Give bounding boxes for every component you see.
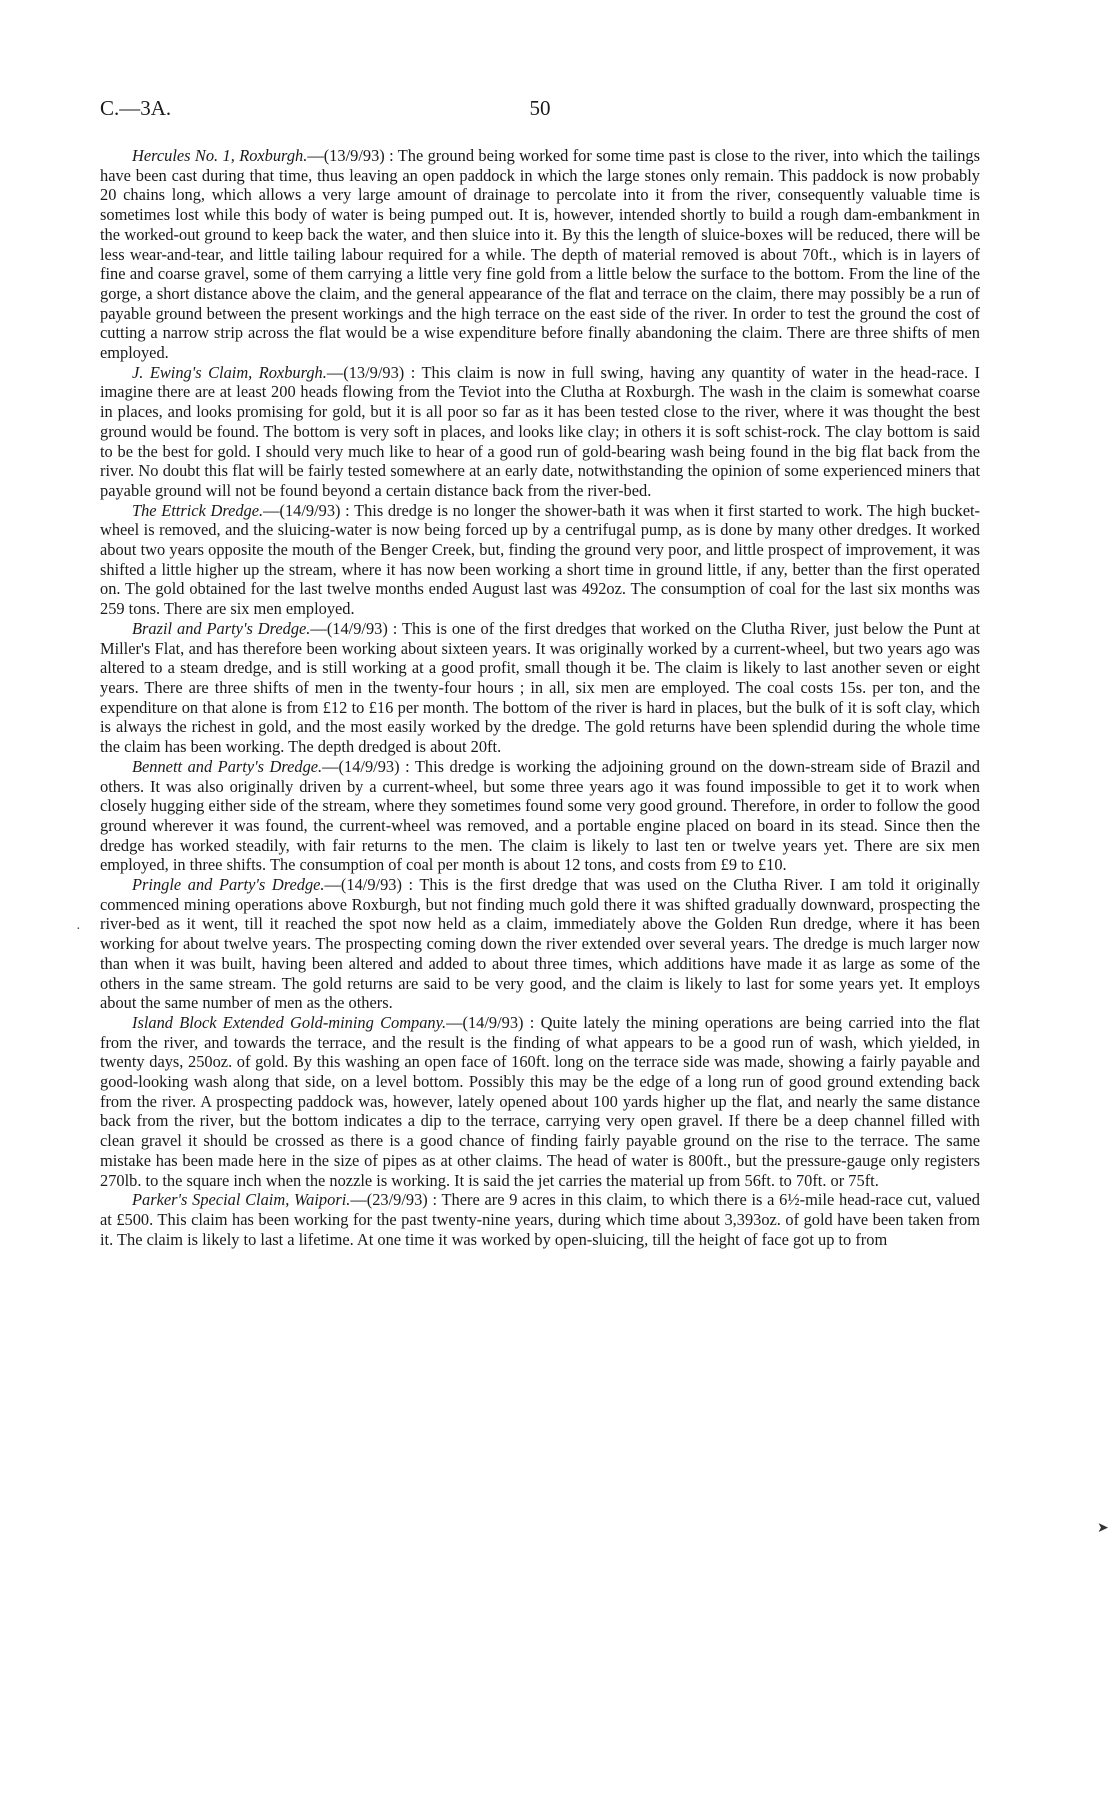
entry-text: This dredge is no longer the shower-bath it was when it first started to work. The high bucket-wheel is removed, and the sluicing-water is now being forced up by a centrifugal pump, as is done by many other dredges. It worked about two years opposite the mouth of the Benger Creek, but, finding the ground very poor, and little prospect of improvement, it was shifted a little higher up the stream, where it has now been working a short time in ground little, if any, better than the first operated on. The gold obtained for the last twelve months ended August last was 492oz. The consumption of coal for the last six months was 259 tons. There are six men employed. [100, 500, 980, 619]
entry-hercules [100, 146, 980, 363]
entry-date: —(13/9/93) : [326, 362, 416, 382]
entry-text: This is one of the first dredges that worked on the Clutha River, just below the Punt at Miller's Flat, and has therefore been working about sixteen years. It was originally worked by a current-wheel, but two years ago was altered to a steam dredge, and is still working at a good profit, small though it be. The claim is likely to last another seven or eight years. There are three shifts of men in the twenty-four hours ; in all, six men are employed. The coal costs 15s. per ton, and the expenditure on that alone is from £12 to £16 per month. The bottom of the river is hard in places, but the bulk of it is soft clay, which is always the richest in gold, and the most easily worked by the dredge. The gold returns have been splendid during the whole time the claim has been working. The depth dredged is about 20ft. [100, 618, 980, 757]
entry-ewing [100, 363, 980, 501]
entry-date: —(14/9/93) : [446, 1012, 535, 1032]
entry-title: Hercules No. 1, Roxburgh. [132, 146, 308, 165]
entry-island-block [100, 1013, 980, 1190]
entry-text: There are 9 acres in this claim, to which there is a 6½-mile head-race cut, valued at £500. This claim has been working for the past twenty-nine years, during which time about 3,393oz. of gold have been taken from it. The claim is likely to last a lifetime. At one time it was worked by open-sluicing, till the height of face got up to from [100, 1190, 980, 1249]
page-number: 50 [529, 96, 551, 120]
entry-date: —(14/9/93) : [324, 875, 414, 895]
entry-text: This is the first dredge that was used on the Clutha River. I am told it originally commenced mining operations above Roxburgh, but not finding much gold there it was shifted gradually downward, prospecting the river-bed as it went, till it reached the spot now held as a claim, immediately above the Golden Run dredge, where it has been working for about twelve years. The prospecting coming down the river extended over several years. The dredge is much larger now than when it was built, having been altered and added to about three times, which additions have made it as large as some of the others in the same stream. The gold returns are said to be very good, and the claim is likely to last for some years yet. It employs about the same number of men as the others. [100, 875, 980, 1013]
entry-title: Pringle and Party's Dredge. [132, 875, 325, 895]
entry-text: This claim is now in full swing, having any quantity of water in the head-race. I imagine there are at least 200 heads flowing from the Teviot into the Clutha at Roxburgh. The wash in the claim is somewhat coarse in places, and looks promising for gold, but it is all poor so far as it has been tested close to the river, where it was thought the best ground would be found. The bottom is very soft in places, and looks like clay; in others it is soft schist-rock. The clay bottom is said to be the best for gold. I should very much like to hear of a good run of gold-bearing wash being found in the big flat back from the river. No doubt this flat will be fairly tested somewhere at an early date, notwithstanding the opinion of some experienced miners that payable ground will not be found beyond a certain distance back from the river-bed. [100, 362, 980, 500]
entry-text: The ground being worked for some time past is close to the river, into which the tailings have been cast during that time, thus leaving an open paddock in which the large stones only remain. This paddock is now probably 20 chains long, which allows a very large amount of drainage to percolate into it from the river, consequently valuable time is sometimes lost while this body of water is being pumped out. It is, however, intended shortly to build a rough dam-embankment in the worked-out ground to keep back the water, and then sluice into it. By this the length of sluice-boxes will be reduced, there will be less wear-and-tear, and little tailing labour required for a while. The depth of material removed is about 70ft., which is in layers of fine and coarse gravel, some of them carrying a little very fine gold from a little below the surface to the bottom. From the line of the gorge, a short distance above the claim, and the general appearance of the flat and terrace on the claim, there may possibly be a run of payable ground between the present workings and the high terrace on the east side of the river. In order to test the ground the cost of cutting a narrow strip across the flat would be a wise expenditure before finally abandoning the claim. There are three shifts of men employed. [100, 146, 980, 363]
entry-ettrick [100, 501, 980, 619]
entry-bennett [100, 757, 980, 875]
entry-title: Brazil and Party's Dredge. [132, 618, 311, 638]
entry-text: Quite lately the mining operations are being carried into the flat from the river, and towards the terrace, and the result is the finding of what appears to be a good run of wash, which yielded, in twenty days, 250oz. of gold. By this washing an open face of 160ft. long on the terrace side was made, showing a fairly payable and good-looking wash along that side, on a level bottom. Possibly this may be the edge of a long run of good ground extending back from the river. A prospecting paddock was, however, lately opened about 100 yards higher up the flat, and nearly the same distance back from the river, but the bottom indicates a dip to the terrace, carrying very open gravel. If there be a deep channel filled with clean gravel it should be crossed as there is a good chance of finding fairly payable ground on the rise to the terrace. The same mistake has been made here in the size of pipes as at other claims. The head of water is 800ft., but the pressure-gauge only registers 270lb. to the square inch when the nozzle is working. It is said the jet carries the material up from 56ft. to 70ft. or 75ft. [100, 1012, 980, 1190]
entry-date: —(14/9/93) : [263, 500, 350, 520]
entry-title: Island Block Extended Gold-mining Company. [132, 1012, 447, 1032]
entry-text: This dredge is working the adjoining ground on the down-stream side of Brazil and others. It was also originally driven by a current-wheel, but some three years ago it was found impossible to get it to work when closely hugging either side of the stream, where they sometimes found some very good ground. Therefore, in order to follow the good ground wherever it was found, the current-wheel was removed, and a portable engine placed on board in its stead. Since then the dredge has worked steadily, with fair returns to the men. The claim is likely to last ten or twelve years yet. There are six men employed, in three shifts. The consumption of coal per month is about 12 tons, and costs from £9 to £10. [100, 756, 981, 875]
page-header [100, 96, 980, 126]
entry-title: Parker's Special Claim, Waipori. [132, 1190, 351, 1210]
margin-arrow-icon: ➤ [1097, 1521, 1109, 1536]
margin-dot-mark: · [76, 922, 81, 937]
entry-date: —(14/9/93) : [310, 618, 398, 638]
entry-date: —(13/9/93) : [307, 146, 394, 165]
entry-date: —(23/9/93) : [350, 1190, 438, 1210]
entry-date: —(14/9/93) : [322, 756, 410, 776]
entry-title: Bennett and Party's Dredge. [132, 756, 323, 776]
entry-parker [100, 1190, 980, 1249]
entry-pringle [100, 875, 980, 1013]
entry-title: The Ettrick Dredge. [132, 500, 264, 520]
entry-title: J. Ewing's Claim, Roxburgh. [132, 362, 327, 382]
body-text [100, 146, 980, 1249]
page-reference: C.—3A. [100, 96, 172, 120]
entry-brazil [100, 619, 980, 757]
